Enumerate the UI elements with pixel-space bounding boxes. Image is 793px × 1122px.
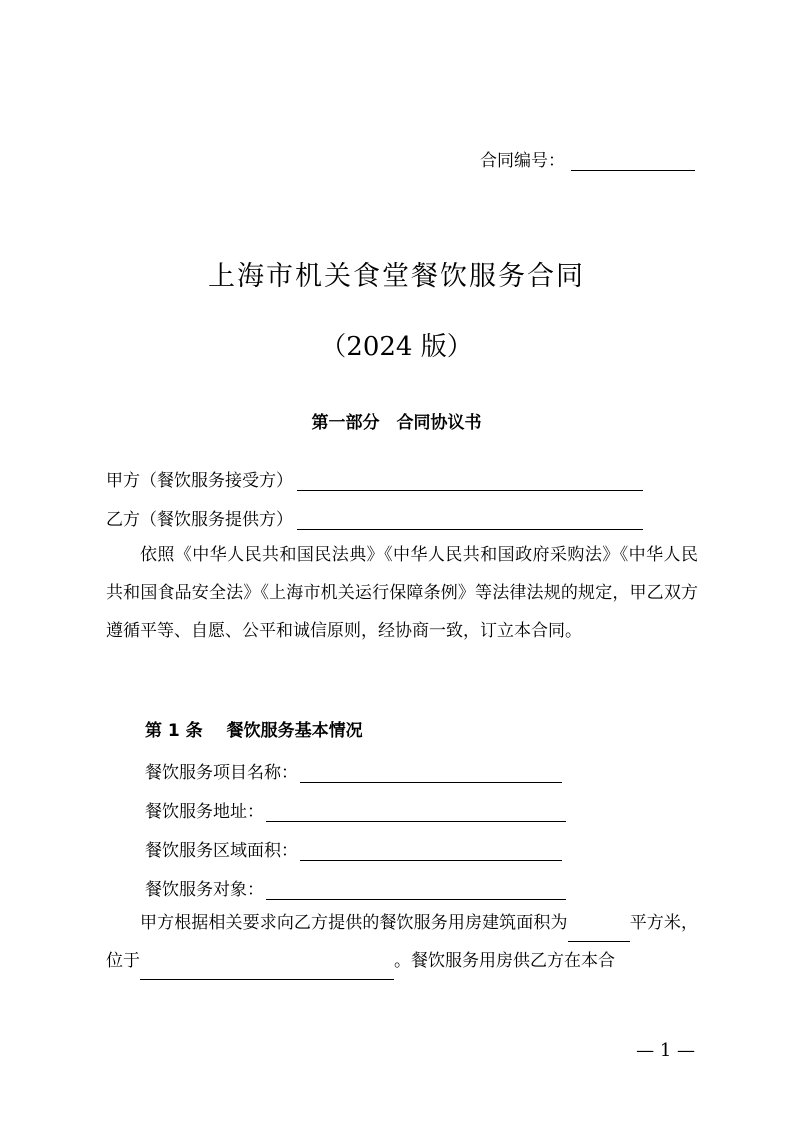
field-project-name-label: 餐饮服务项目名称： bbox=[145, 763, 298, 783]
article-1-title: 餐饮服务基本情况 bbox=[226, 721, 363, 741]
field-project-name bbox=[145, 758, 562, 783]
field-address bbox=[145, 797, 566, 822]
housing-location-blank[interactable] bbox=[140, 959, 394, 980]
contract-number-blank[interactable] bbox=[571, 148, 695, 171]
housing-text-2: 平方米，位于 bbox=[106, 913, 699, 971]
party-a-row bbox=[106, 466, 643, 491]
field-target bbox=[145, 875, 566, 900]
article-1-number: 第 1 条 bbox=[145, 721, 203, 741]
housing-paragraph bbox=[106, 904, 698, 980]
field-address-blank[interactable] bbox=[266, 801, 566, 822]
field-area-blank[interactable] bbox=[300, 840, 562, 861]
page-number: — 1 — bbox=[636, 1040, 695, 1061]
field-target-label: 餐饮服务对象： bbox=[145, 880, 264, 900]
document-subtitle: （2024 版） bbox=[320, 332, 473, 362]
party-a-label: 甲方（餐饮服务接受方） bbox=[106, 471, 293, 491]
document-title: 上海市机关食堂餐饮服务合同 bbox=[208, 261, 585, 292]
field-area-label: 餐饮服务区域面积： bbox=[145, 841, 298, 861]
field-area bbox=[145, 836, 562, 861]
housing-text-3: 。餐饮服务用房供乙方在本合 bbox=[394, 951, 615, 971]
housing-area-blank[interactable] bbox=[568, 921, 630, 942]
article-1-heading bbox=[145, 716, 363, 741]
party-a-blank[interactable] bbox=[297, 470, 643, 491]
party-b-label: 乙方（餐饮服务提供方） bbox=[106, 510, 293, 530]
field-address-label: 餐饮服务地址： bbox=[145, 802, 264, 822]
contract-number bbox=[480, 146, 695, 171]
intro-paragraph: 依照《中华人民共和国民法典》《中华人民共和国政府采购法》《中华人民共和国食品安全法》《上海市机关运行保障条例》等法律法规的规定，甲乙双方遵循平等、自愿、公平和诚信原则，经协商一致，订立本合同。 bbox=[106, 545, 698, 641]
field-target-blank[interactable] bbox=[266, 879, 566, 900]
party-b-blank[interactable] bbox=[297, 509, 643, 530]
part-title: 第一部分 合同协议书 bbox=[311, 413, 482, 433]
field-project-name-blank[interactable] bbox=[300, 762, 562, 783]
party-b-row bbox=[106, 505, 643, 530]
contract-number-label: 合同编号： bbox=[480, 151, 565, 171]
housing-text-1: 甲方根据相关要求向乙方提供的餐饮服务用房建筑面积为 bbox=[140, 913, 568, 933]
